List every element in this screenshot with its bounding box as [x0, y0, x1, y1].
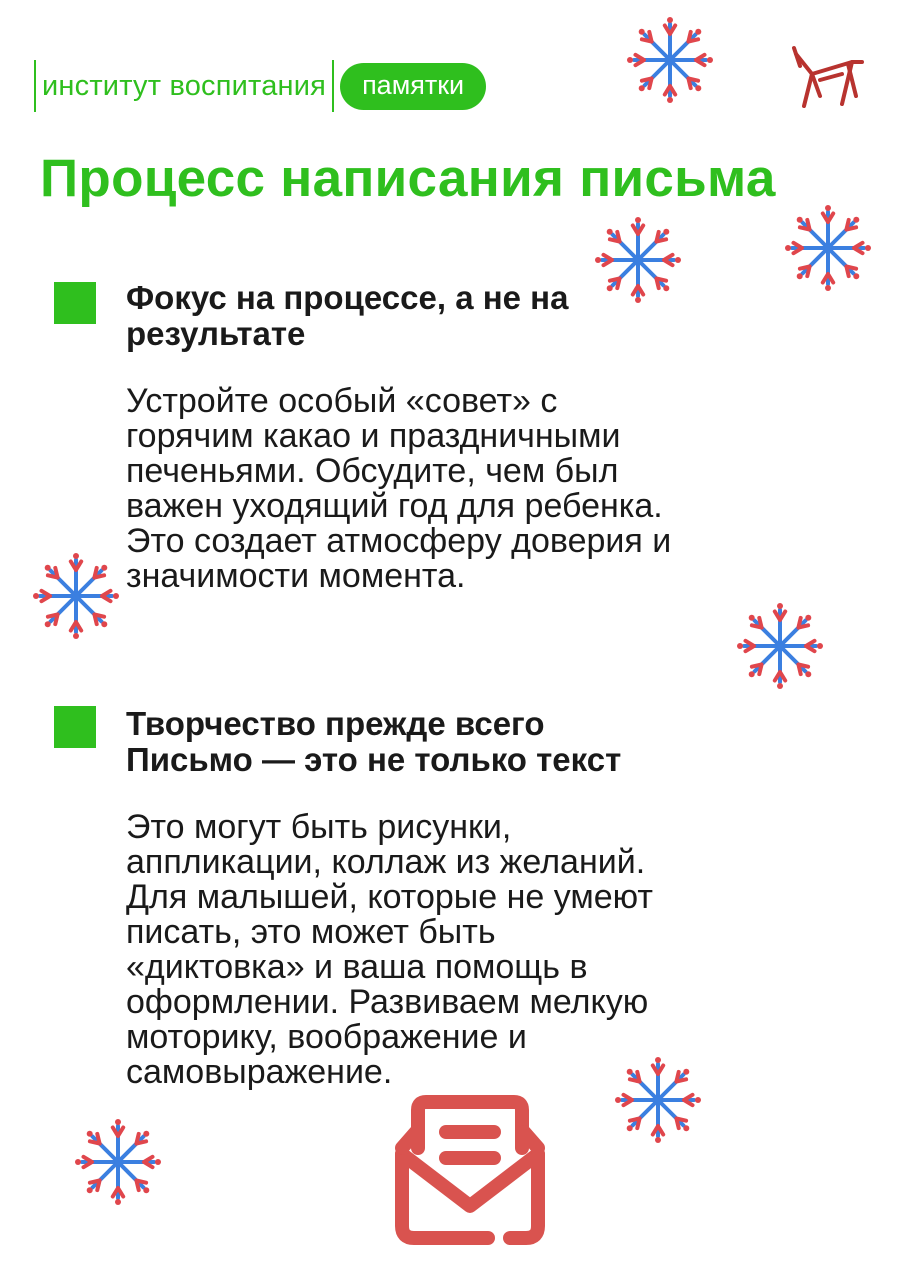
brand-name: институт воспитания	[42, 69, 327, 102]
snowflake-icon	[70, 1114, 166, 1210]
section-heading: Фокус на процессе, а не на результате	[126, 279, 569, 352]
page-title: Процесс написания письма	[40, 149, 776, 208]
brand-divider	[332, 60, 334, 112]
section-heading: Творчество прежде всего Письмо — это не только текст	[126, 705, 622, 778]
envelope-icon	[388, 1088, 552, 1248]
section-body: Это могут быть рисунки, аппликации, коллаж из желаний. Для малышей, которые не умеют писать, это может быть «диктовка» и ваша помощь в оформлении. Развиваем мелкую моторику, воображение и самовыражение.	[126, 808, 653, 1091]
category-badge: памятки	[340, 63, 486, 110]
brand-header	[34, 60, 486, 112]
snowflake-icon	[732, 598, 828, 694]
snowflake-icon	[28, 548, 124, 644]
snowflake-icon	[590, 212, 686, 308]
snowflake-icon	[780, 200, 876, 296]
snowflake-icon	[622, 12, 718, 108]
snowflake-icon	[610, 1052, 706, 1148]
bullet-marker	[54, 282, 96, 324]
chair-icon	[790, 40, 866, 112]
section-body: Устройте особый «совет» с горячим какао и праздничными печеньями. Обсудите, чем был важен уходящий год для ребенка. Это создает атмосферу доверия и значимости момента.	[126, 382, 672, 595]
bullet-marker	[54, 706, 96, 748]
